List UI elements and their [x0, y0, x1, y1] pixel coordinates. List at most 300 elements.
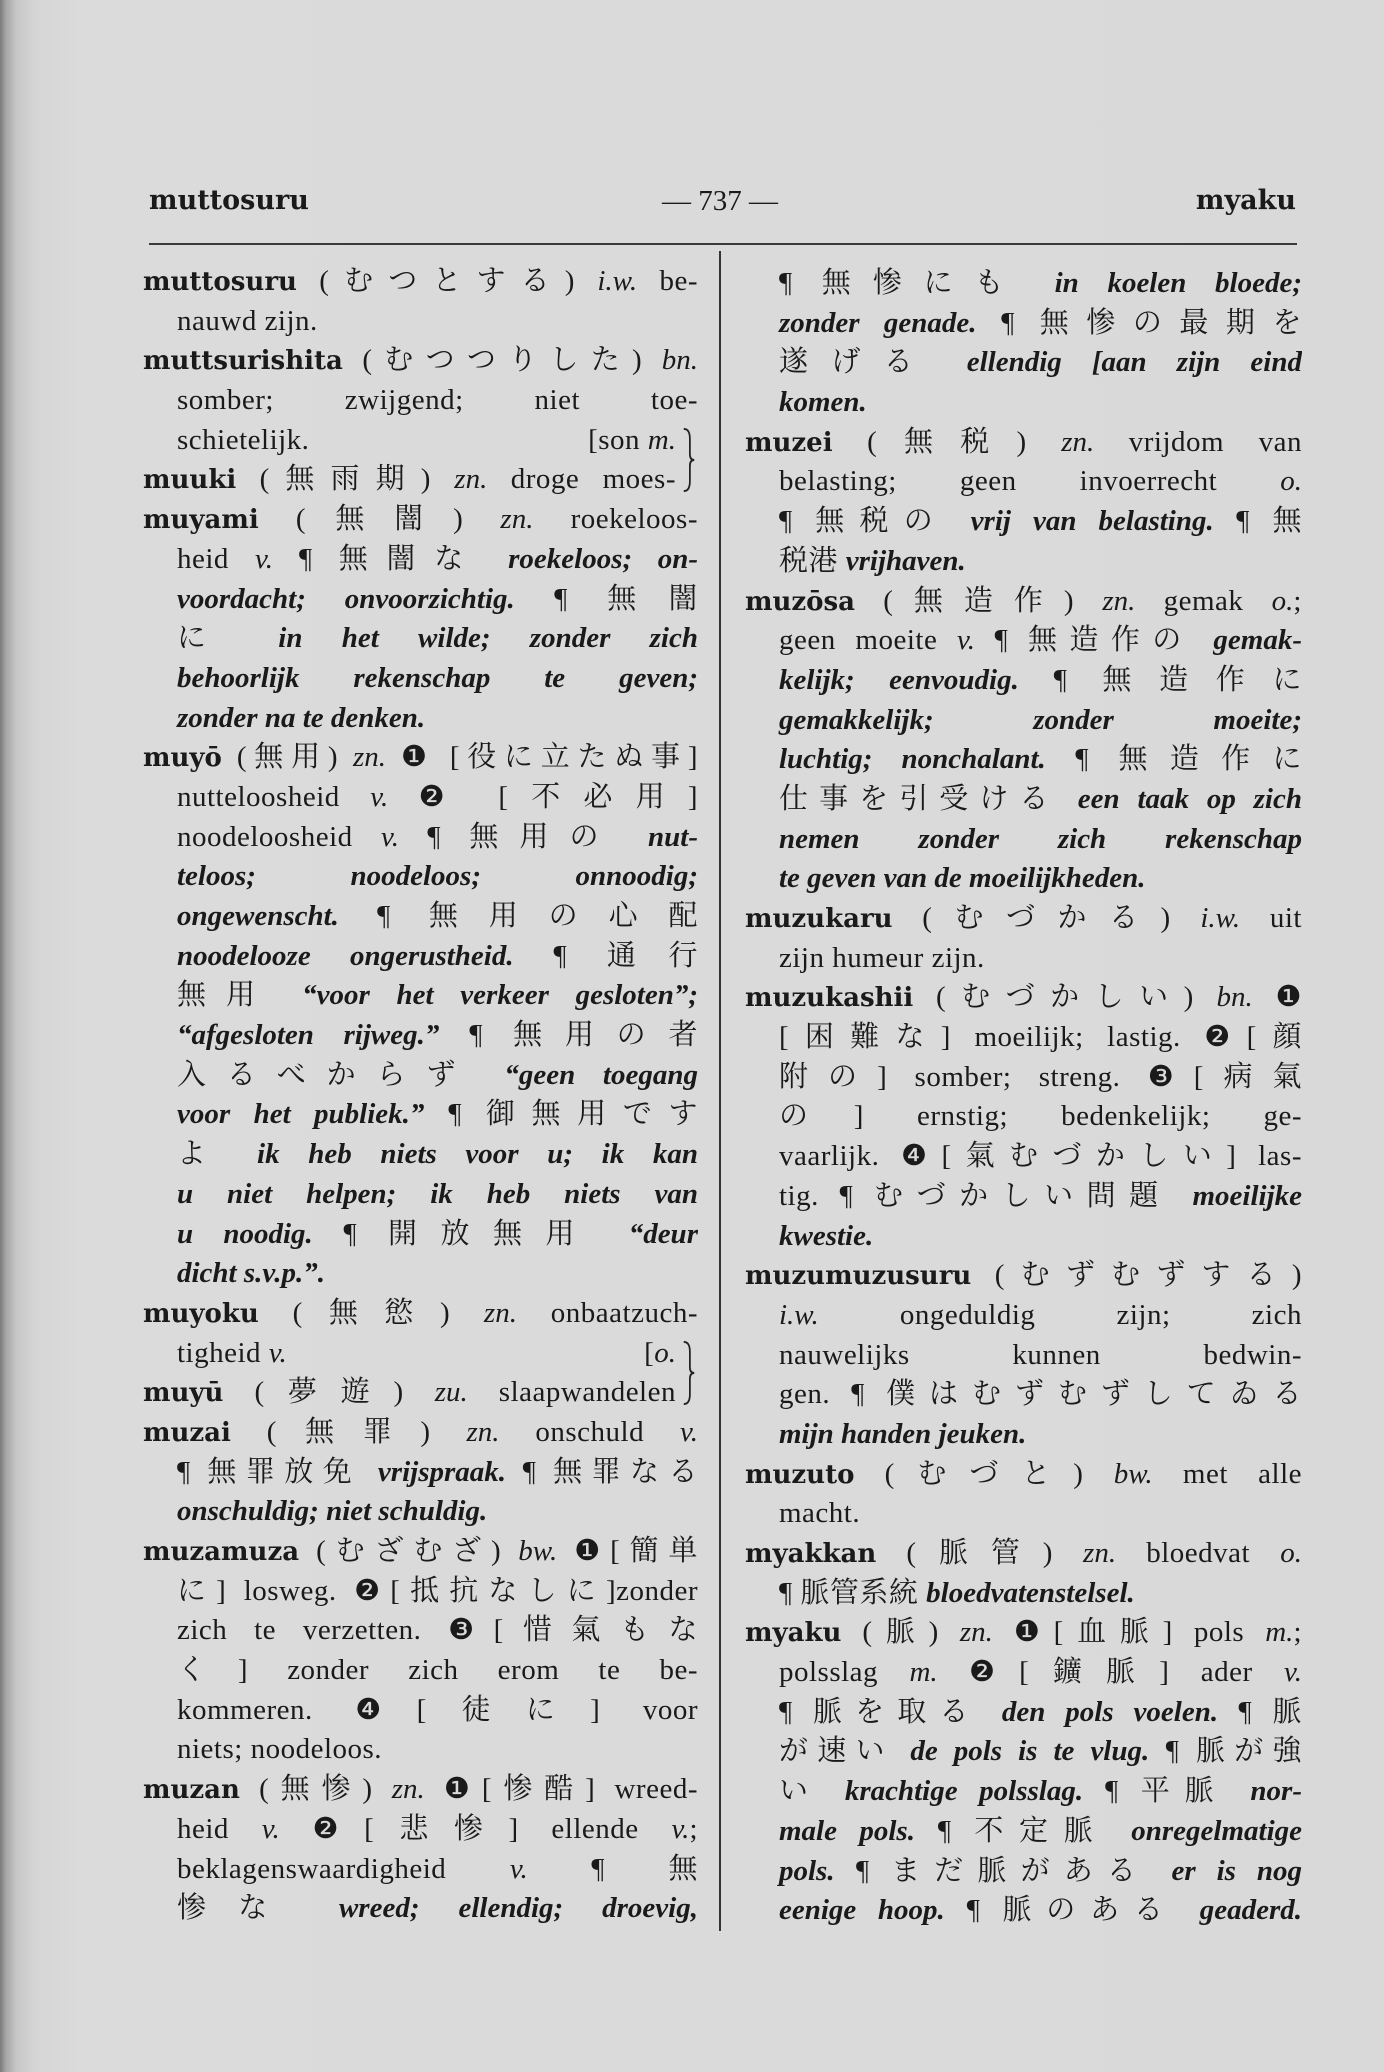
- headword: myakkan: [745, 1539, 877, 1569]
- definition-text: ❶: [1252, 981, 1302, 1014]
- definition-text: (むざむざ): [299, 1535, 519, 1567]
- dictionary-line: [143, 738, 698, 778]
- definition-text: bloedvat: [1116, 1537, 1281, 1569]
- headword: muzuto: [745, 1459, 855, 1490]
- definition-text: (夢遊): [223, 1376, 435, 1409]
- italic-text: nor-: [1250, 1775, 1302, 1808]
- carry-over-text: [: [644, 1336, 655, 1369]
- carry-over-brace: [682, 427, 696, 493]
- definition-text: ;: [1293, 584, 1302, 617]
- dictionary-line: [745, 304, 1302, 344]
- dictionary-line: [143, 659, 698, 699]
- definition-text: met alle: [1152, 1457, 1302, 1490]
- grammar-label: zn.: [353, 741, 387, 774]
- italic-text: geaderd.: [1199, 1894, 1302, 1927]
- italic-text: behoorlijk rekenschap te geven;: [177, 661, 698, 694]
- carry-over: [588, 421, 676, 461]
- italic-text: kwestie.: [779, 1219, 874, 1252]
- definition-text: ❶[血脈] pols: [992, 1616, 1266, 1649]
- headword: myaku: [745, 1618, 842, 1649]
- grammar-label: zn.: [483, 1296, 517, 1329]
- definition-text: ¶ 無用の: [398, 820, 648, 853]
- italic-text: “voor het verkeer gesloten”;: [302, 979, 698, 1012]
- grammar-label: bw.: [1113, 1457, 1153, 1490]
- carry-over-text: [son: [588, 423, 648, 456]
- italic-text: den pols voelen.: [1001, 1695, 1219, 1728]
- dictionary-line: [143, 460, 698, 500]
- dictionary-line: [143, 540, 698, 580]
- dictionary-line: [745, 1891, 1302, 1931]
- definition-text: ¶ 無用の心配: [338, 900, 698, 932]
- italic-text: een taak op zich: [1077, 782, 1302, 815]
- definition-text: nauwd zijn.: [177, 304, 318, 337]
- grammar-label: m.: [909, 1656, 938, 1689]
- grammar-label: zn.: [1102, 584, 1136, 617]
- definition-text: 入るべからず: [177, 1058, 505, 1091]
- dictionary-line: [143, 1095, 698, 1135]
- grammar-label: o.: [1280, 1537, 1302, 1569]
- dictionary-line: [143, 1413, 698, 1453]
- definition-text: ongeduldig zijn; zich: [818, 1298, 1302, 1331]
- definition-text: ❷[鑛脈] ader: [937, 1656, 1285, 1689]
- definition-text: ❶[簡単: [557, 1535, 698, 1567]
- definition-text: (脈): [841, 1616, 960, 1649]
- grammar-label: v.: [509, 1852, 528, 1885]
- definition-text: 遂げる: [779, 346, 967, 379]
- italic-text: dicht s.v.p.”.: [177, 1257, 325, 1290]
- headword: muzukashii: [745, 983, 914, 1014]
- definition-text: ¶ 無: [527, 1852, 698, 1885]
- italic-text: vrijspraak.: [377, 1455, 507, 1488]
- definition-text: の] ernstig; bedenkelijk; ge-: [779, 1100, 1302, 1133]
- grammar-label: bn.: [1216, 981, 1253, 1014]
- grammar-label: v.: [671, 1812, 690, 1845]
- italic-text: “afgesloten rijweg.”: [177, 1019, 440, 1052]
- headword: muzumuzusuru: [745, 1261, 972, 1292]
- grammar-label: v.: [381, 820, 399, 853]
- italic-text: de pols is te vlug.: [910, 1735, 1150, 1768]
- definition-text: (むづと): [854, 1457, 1114, 1490]
- dictionary-line: [143, 1651, 698, 1691]
- headword: muyō: [143, 743, 222, 774]
- definition-text: ;: [1293, 1616, 1302, 1649]
- italic-text: “deur: [628, 1217, 698, 1250]
- dictionary-line: [745, 1336, 1302, 1376]
- grammar-label: m.: [1265, 1616, 1294, 1649]
- definition-text: ¶ 脈を取る: [779, 1695, 1002, 1728]
- definition-text: 附の] somber; streng. ❸[病氣: [779, 1060, 1302, 1093]
- dictionary-line: [745, 859, 1302, 899]
- italic-text: in het wilde; zonder zich: [278, 622, 698, 655]
- dictionary-line: [745, 1455, 1302, 1495]
- italic-text: u noodig.: [177, 1217, 313, 1250]
- dictionary-line: [745, 1852, 1302, 1892]
- dictionary-line: [143, 1889, 698, 1929]
- definition-text: macht.: [779, 1497, 861, 1530]
- definition-text: 仕事を引受ける: [779, 782, 1078, 815]
- grammar-label: i.w.: [779, 1298, 819, 1331]
- dictionary-line: [745, 343, 1302, 383]
- headword: muyami: [143, 505, 259, 536]
- definition-text: (無闇): [258, 503, 501, 536]
- definition-text: ❶[惨酷] wreed-: [424, 1773, 698, 1806]
- headword: muzai: [143, 1417, 231, 1448]
- italic-text: vrijhaven.: [845, 544, 966, 577]
- definition-text: kommeren. ❹[徒に] voor: [177, 1693, 698, 1726]
- definition-text: よ: [177, 1138, 258, 1171]
- grammar-label: bn.: [661, 344, 698, 377]
- definition-text: ¶ 開放無用: [312, 1217, 629, 1250]
- italic-text: pols.: [779, 1854, 835, 1887]
- dictionary-line: [745, 1058, 1302, 1098]
- definition-text: ¶ 御無用です: [424, 1098, 698, 1131]
- definition-text: slaapwandelen: [467, 1376, 676, 1409]
- grammar-label: i.w.: [1200, 902, 1241, 934]
- italic-text: bloedvatenstelsel.: [926, 1576, 1135, 1609]
- italic-text: u niet helpen; ik heb niets van: [177, 1177, 698, 1210]
- definition-text: onschuld: [499, 1415, 681, 1448]
- dictionary-line: [745, 899, 1302, 939]
- definition-text: heid: [177, 1812, 262, 1845]
- dictionary-line: [143, 1810, 698, 1850]
- dictionary-line: [745, 780, 1302, 820]
- dictionary-line: [143, 1175, 698, 1215]
- grammar-label: v.: [261, 1812, 280, 1845]
- dictionary-line: [745, 383, 1302, 423]
- definition-text: droge moes-: [487, 463, 676, 496]
- definition-text: (無税): [832, 425, 1062, 458]
- dictionary-line: [143, 1770, 698, 1810]
- dictionary-line: [745, 1812, 1302, 1852]
- grammar-label: v.: [957, 624, 975, 657]
- definition-text: く] zonder zich erom te be-: [177, 1654, 698, 1687]
- definition-text: heid: [177, 542, 255, 575]
- definition-text: ¶ 無罪なる: [506, 1455, 698, 1488]
- dictionary-line: [143, 1730, 698, 1770]
- dictionary-line: [745, 1574, 1302, 1614]
- headword: muzan: [143, 1775, 240, 1806]
- dictionary-line: [745, 661, 1302, 701]
- headword: muzukaru: [745, 904, 893, 934]
- page-number: — 737 —: [662, 185, 778, 217]
- italic-text: zonder genade.: [779, 306, 977, 339]
- definition-text: に] losweg. ❷[抵抗なしに]zonder: [177, 1574, 698, 1607]
- definition-text: ¶ 通行: [513, 939, 698, 972]
- definition-text: (脈管): [876, 1537, 1084, 1569]
- grammar-label: zn.: [500, 503, 534, 536]
- definition-text: noodeloosheid: [177, 820, 381, 853]
- carry-over-text: m.: [647, 423, 676, 456]
- dictionary-line: [745, 1097, 1302, 1137]
- dictionary-line: [143, 857, 698, 897]
- definition-text: niets; noodeloos.: [177, 1733, 383, 1766]
- definition-text: gen. ¶ 僕はむずむずしてゐる: [779, 1378, 1302, 1411]
- definition-text: nutteloosheid: [177, 780, 371, 813]
- italic-text: krachtige polsslag.: [844, 1775, 1084, 1808]
- dictionary-line: [745, 1653, 1302, 1693]
- carry-over: [644, 1334, 676, 1374]
- definition-text: ❷[悲惨] ellende: [279, 1812, 672, 1845]
- italic-text: ellendig [aan zijn eind: [966, 346, 1302, 379]
- dictionary-line: [143, 1453, 698, 1493]
- definition-text: ¶ 無造作に: [1018, 663, 1302, 696]
- dictionary-line: [143, 1611, 698, 1651]
- definition-text: ¶ 脈が強: [1149, 1735, 1302, 1768]
- dictionary-line: [745, 1494, 1302, 1534]
- dictionary-line: [745, 423, 1302, 463]
- italic-text: mijn handen jeuken.: [779, 1417, 1027, 1450]
- definition-text: vrijdom van: [1094, 425, 1302, 458]
- definition-text: ¶ 無惨にも: [779, 267, 1055, 299]
- definition-text: が速い: [779, 1735, 911, 1768]
- definition-text: (むつとする): [296, 265, 598, 297]
- dictionary-line: [745, 582, 1302, 622]
- italic-text: ongewenscht.: [177, 900, 339, 932]
- dictionary-line: [143, 1056, 698, 1096]
- grammar-label: bw.: [518, 1535, 558, 1567]
- dictionary-line: [143, 1492, 698, 1532]
- dictionary-line: [143, 976, 698, 1016]
- headword: muuki: [143, 465, 237, 496]
- headword: muzei: [745, 427, 833, 458]
- dictionary-line: [143, 1691, 698, 1731]
- definition-text: nauwelijks kunnen bedwin-: [779, 1338, 1302, 1371]
- headword: muyū: [143, 1378, 224, 1409]
- grammar-label: zn.: [466, 1415, 500, 1448]
- grammar-label: o.: [1280, 465, 1302, 498]
- definition-text: vaarlijk. ❹[氣むづかしい] las-: [779, 1140, 1302, 1173]
- definition-text: beklagenswaardigheid: [177, 1852, 510, 1885]
- dictionary-line: [143, 580, 698, 620]
- dictionary-line: [745, 1256, 1302, 1296]
- definition-text: ¶ 無: [1213, 505, 1302, 538]
- dictionary-line: [143, 778, 698, 818]
- dictionary-line: [745, 462, 1302, 502]
- italic-text: te geven van de moeilijkheden.: [779, 862, 1146, 895]
- grammar-label: o.: [1271, 584, 1294, 617]
- dictionary-line: [745, 978, 1302, 1018]
- definition-text: (無罪): [230, 1415, 467, 1448]
- dictionary-line: [143, 1215, 698, 1255]
- dictionary-line: [143, 699, 698, 739]
- italic-text: gemak-: [1213, 624, 1302, 657]
- italic-text: moeilijke: [1192, 1179, 1302, 1212]
- italic-text: nut-: [648, 820, 698, 853]
- dictionary-line: [143, 619, 698, 659]
- headword: muttosuru: [143, 267, 297, 297]
- definition-text: 税港: [779, 544, 846, 577]
- definition-text: ¶ 無税の: [779, 505, 971, 538]
- grammar-label: v.: [370, 780, 389, 813]
- definition-text: somber; zwijgend; niet toe-: [177, 384, 698, 417]
- definition-text: be-: [637, 265, 698, 297]
- italic-text: male pols.: [779, 1814, 915, 1847]
- definition-text: (むつつりした): [342, 344, 662, 377]
- grammar-label: i.w.: [597, 265, 638, 297]
- grammar-label: zn.: [1083, 1537, 1117, 1569]
- definition-text: (むずむずする): [971, 1259, 1302, 1292]
- grammar-label: v.: [680, 1415, 698, 1448]
- grammar-label: zn.: [454, 463, 488, 496]
- definition-text: ¶ まだ脈がある: [834, 1854, 1172, 1887]
- dictionary-line: [143, 1850, 698, 1890]
- dictionary-line: [143, 302, 698, 342]
- definition-text: (無惨): [239, 1773, 392, 1806]
- grammar-label: zu.: [434, 1376, 468, 1409]
- definition-text: ¶ 脈管系統: [779, 1576, 927, 1609]
- dictionary-line: [745, 1732, 1302, 1772]
- dictionary-line: [745, 264, 1302, 304]
- dictionary-line: [143, 818, 698, 858]
- definition-text: ¶ 平脈: [1083, 1775, 1251, 1808]
- dictionary-line: [745, 1018, 1302, 1058]
- definition-text: [困難な] moeilijk; lastig. ❷[顔: [779, 1021, 1302, 1054]
- definition-text: 惨な: [177, 1892, 339, 1925]
- definition-text: gemak: [1135, 584, 1272, 617]
- definition-text: tig. ¶ むづかしい問題: [779, 1179, 1193, 1212]
- italic-text: teloos; noodeloos; onnoodig;: [177, 860, 698, 893]
- definition-text: 無用: [177, 979, 303, 1012]
- carry-over-brace: [682, 1340, 696, 1406]
- dictionary-line: [143, 341, 698, 381]
- grammar-label: zn.: [959, 1616, 993, 1649]
- dictionary-line: [143, 1373, 698, 1413]
- definition-text: (無慾): [258, 1296, 484, 1329]
- definition-text: ¶ 無罪放免: [177, 1455, 378, 1488]
- italic-text: ik heb niets voor u; ik kan: [257, 1138, 698, 1171]
- dictionary-line: [745, 1693, 1302, 1733]
- dictionary-line: [745, 1375, 1302, 1415]
- definition-text: (無造作): [855, 584, 1103, 617]
- headword: muyoku: [143, 1298, 259, 1329]
- running-head-right: myaku: [1195, 185, 1296, 216]
- definition-text: roekeloos-: [533, 503, 698, 536]
- dictionary-line: [745, 820, 1302, 860]
- dictionary-line: [143, 421, 698, 461]
- italic-text: gemakkelijk; zonder moeite;: [779, 703, 1302, 736]
- column-divider: [719, 251, 721, 1931]
- definition-text: onbaatzuch-: [516, 1296, 698, 1329]
- italic-text: kelijk; eenvoudig.: [779, 663, 1019, 696]
- definition-text: uit: [1240, 902, 1302, 934]
- definition-text: tigheid: [177, 1336, 269, 1369]
- dictionary-line: [143, 1532, 698, 1572]
- grammar-label: zn.: [391, 1773, 425, 1806]
- italic-text: komen.: [779, 386, 867, 419]
- dictionary-line: [143, 897, 698, 937]
- headword: muzamuza: [143, 1537, 300, 1567]
- italic-text: in koelen bloede;: [1054, 267, 1302, 299]
- dictionary-line: [745, 1177, 1302, 1217]
- grammar-label: zn.: [1061, 425, 1095, 458]
- definition-text: い: [779, 1775, 845, 1808]
- dictionary-line: [143, 500, 698, 540]
- definition-text: に: [177, 622, 279, 655]
- dictionary-line: [745, 1415, 1302, 1455]
- definition-text: (むづかしい): [913, 981, 1217, 1014]
- italic-text: voor het publiek.”: [177, 1098, 425, 1131]
- carry-over-text: o.: [654, 1336, 676, 1369]
- italic-text: er is nog: [1171, 1854, 1302, 1887]
- definition-text: ¶ 無闇: [514, 582, 698, 615]
- italic-text: onregelmatige: [1131, 1814, 1302, 1847]
- italic-text: voordacht; onvoorzichtig.: [177, 582, 515, 615]
- grammar-label: v.: [1284, 1656, 1302, 1689]
- definition-text: ¶ 無惨の最期を: [976, 306, 1302, 339]
- dictionary-line: [745, 1137, 1302, 1177]
- definition-text: ¶ 無造作の: [975, 624, 1214, 657]
- definition-text: ¶ 無闇な: [272, 542, 509, 575]
- grammar-label: v.: [268, 1336, 287, 1369]
- dictionary-line: [143, 1135, 698, 1175]
- italic-text: “geen toegang: [504, 1058, 698, 1091]
- definition-text: ¶ 不定脈: [914, 1814, 1132, 1847]
- dictionary-line: [143, 381, 698, 421]
- definition-text: ❷ [不必用]: [388, 780, 698, 813]
- italic-text: roekeloos; on-: [508, 542, 698, 575]
- definition-text: ;: [689, 1812, 698, 1845]
- dictionary-line: [745, 1772, 1302, 1812]
- dictionary-line: [143, 937, 698, 977]
- definition-text: ¶ 無用の者: [439, 1019, 698, 1052]
- dictionary-line: [745, 740, 1302, 780]
- definition-text: geen moeite: [779, 624, 958, 657]
- dictionary-line: [745, 1217, 1302, 1257]
- dictionary-line: [745, 621, 1302, 661]
- dictionary-line: [745, 701, 1302, 741]
- italic-text: zonder na te denken.: [177, 701, 426, 734]
- definition-text: schietelijk.: [177, 423, 310, 456]
- italic-text: eenige hoop.: [779, 1894, 945, 1927]
- italic-text: vrij van belasting.: [970, 505, 1214, 538]
- grammar-label: v.: [254, 542, 273, 575]
- definition-text: belasting; geen invoerrecht: [779, 465, 1281, 498]
- dictionary-line: [745, 502, 1302, 542]
- dictionary-line: [143, 1294, 698, 1334]
- dictionary-line: [143, 262, 698, 302]
- definition-text: zich te verzetten. ❸[惜氣もな: [177, 1614, 698, 1647]
- dictionary-line: [143, 1016, 698, 1056]
- headword: muzōsa: [745, 586, 856, 617]
- italic-text: onschuldig; niet schuldig.: [177, 1495, 488, 1528]
- definition-text: zijn humeur zijn.: [779, 941, 985, 974]
- running-head-left: muttosuru: [149, 185, 309, 216]
- definition-text: (無用): [221, 741, 353, 774]
- definition-text: ¶ 無造作に: [1045, 743, 1302, 776]
- italic-text: luchtig; nonchalant.: [779, 743, 1046, 776]
- definition-text: polsslag: [779, 1656, 910, 1689]
- definition-text: (無雨期): [236, 463, 455, 496]
- left-column: [143, 262, 698, 1930]
- dictionary-line: [143, 1572, 698, 1612]
- dictionary-line: [745, 939, 1302, 979]
- italic-text: nemen zonder zich rekenschap: [779, 822, 1302, 855]
- headword: muttsurishita: [143, 346, 343, 377]
- dictionary-line: [143, 1254, 698, 1294]
- dictionary-line: [745, 1534, 1302, 1574]
- definition-text: ¶ 脈のある: [944, 1894, 1200, 1927]
- definition-text: ¶ 脈: [1218, 1695, 1302, 1728]
- definition-text: (むづかる): [892, 902, 1201, 934]
- italic-text: noodelooze ongerustheid.: [177, 939, 514, 972]
- italic-text: wreed; ellendig; droevig,: [338, 1892, 698, 1925]
- dictionary-line: [745, 1296, 1302, 1336]
- header-rule: [149, 243, 1297, 245]
- dictionary-line: [745, 1613, 1302, 1653]
- dictionary-line: [143, 1334, 698, 1374]
- dictionary-line: [745, 542, 1302, 582]
- definition-text: ❶ [役に立たぬ事]: [386, 741, 698, 774]
